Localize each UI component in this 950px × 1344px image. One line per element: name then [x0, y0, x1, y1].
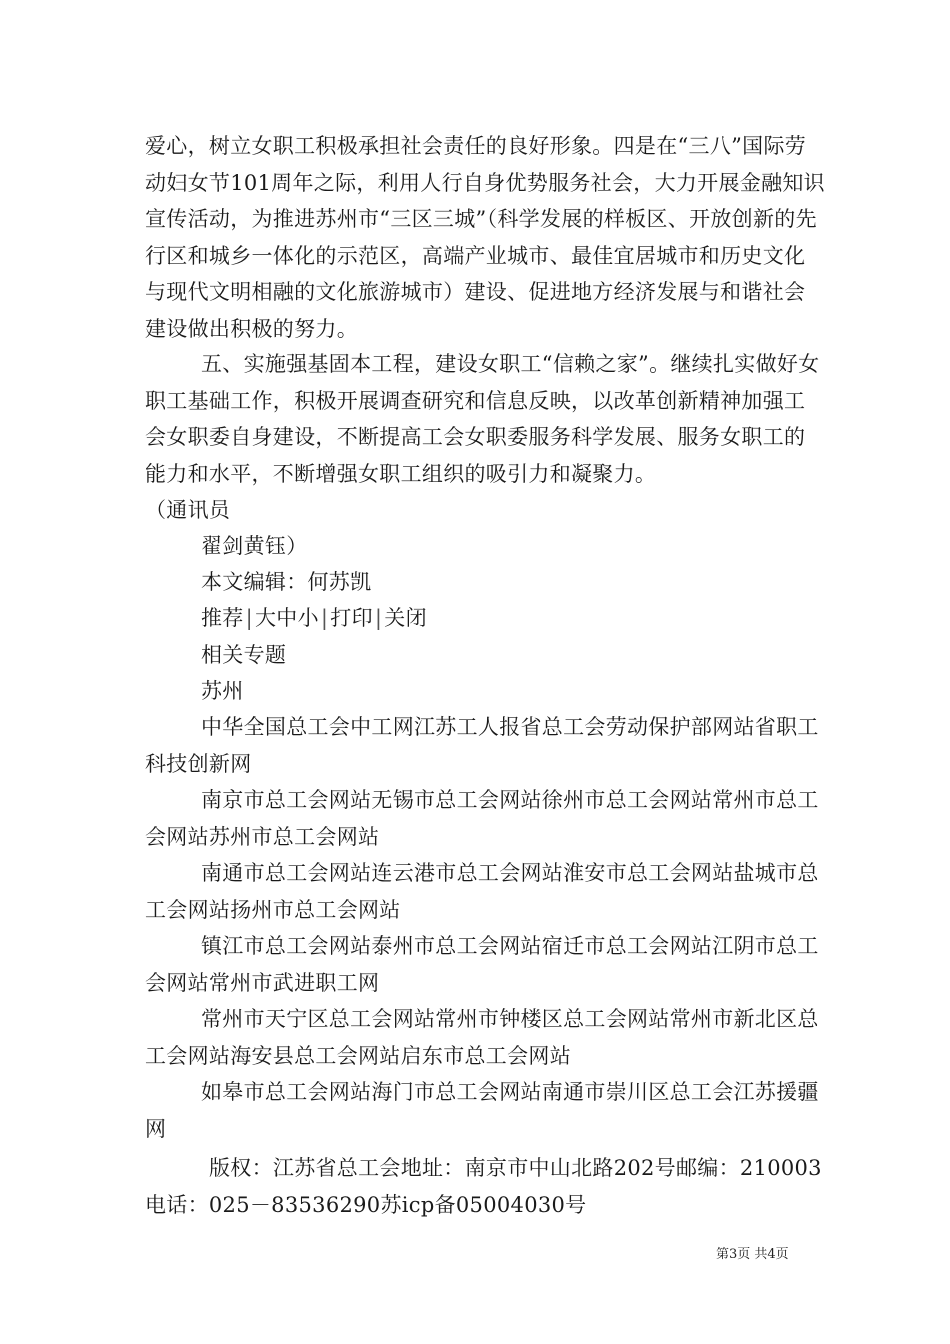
- links-paragraph-1[interactable]: 中华全国总工会中工网江苏工人报省总工会劳动保护部网站省职工科技创新网: [145, 715, 819, 776]
- paragraph-2: 五、实施强基固本工程，建设女职工“信赖之家”。继续扎实做好女职工基础工作，积极开展调查研究和信息反映，以改革创新精神加强工会女职委自身建设，不断提高工会女职委服务科学发展、服务女职工的能力和水平，不断增强女职工组织的吸引力和凝聚力。: [145, 352, 820, 486]
- copyright-paragraph: 版权：江苏省总工会地址：南京市中山北路202号邮编：210003电话：025－83536290苏icp备05004030号: [145, 1156, 822, 1217]
- links-paragraph-3[interactable]: 南通市总工会网站连云港市总工会网站淮安市总工会网站盐城市总工会网站扬州市总工会网站: [145, 861, 819, 922]
- links-paragraph-2[interactable]: 南京市总工会网站无锡市总工会网站徐州市总工会网站常州市总工会网站苏州市总工会网站: [145, 788, 819, 849]
- related-topic-link[interactable]: 苏州: [201, 679, 244, 703]
- page-number: 第3页 共4页: [716, 1247, 789, 1262]
- reporter-names: 翟剑黄钰）: [201, 534, 308, 558]
- recommend-link[interactable]: 推荐: [201, 606, 244, 630]
- reporter-open: （通讯员: [145, 498, 231, 522]
- editor-line: 本文编辑：何苏凯: [201, 570, 372, 594]
- paragraph-1: 爱心，树立女职工积极承担社会责任的良好形象。四是在“三八”国际劳动妇女节101周年之际，利用人行自身优势服务社会，大力开展金融知识宣传活动，为推进苏州市“三区三城”（科学发展的样板区、开放创新的先行区和城乡一体化的示范区，高端产业城市、最佳宜居城市和历史文化与现代文明相融的文化旅游城市）建设、促进地方经济发展与和谐社会建设做出积极的努力。: [145, 134, 825, 341]
- links-paragraph-5[interactable]: 常州市天宁区总工会网站常州市钟楼区总工会网站常州市新北区总工会网站海安县总工会网站启东市总工会网站: [145, 1007, 819, 1068]
- close-link[interactable]: 关闭: [384, 606, 427, 630]
- links-paragraph-4[interactable]: 镇江市总工会网站泰州市总工会网站宿迁市总工会网站江阴市总工会网站常州市武进职工网: [145, 934, 819, 995]
- print-link[interactable]: 打印: [330, 606, 373, 630]
- article-actions: [145, 600, 825, 637]
- action-separator: |: [245, 606, 253, 630]
- action-separator: |: [374, 606, 383, 630]
- links-paragraph-6[interactable]: 如皋市总工会网站海门市总工会网站南通市崇川区总工会江苏援疆网: [145, 1080, 819, 1141]
- action-separator: |: [320, 606, 329, 630]
- font-size-link[interactable]: 大中小: [255, 606, 319, 630]
- related-topics-label: 相关专题: [201, 643, 287, 667]
